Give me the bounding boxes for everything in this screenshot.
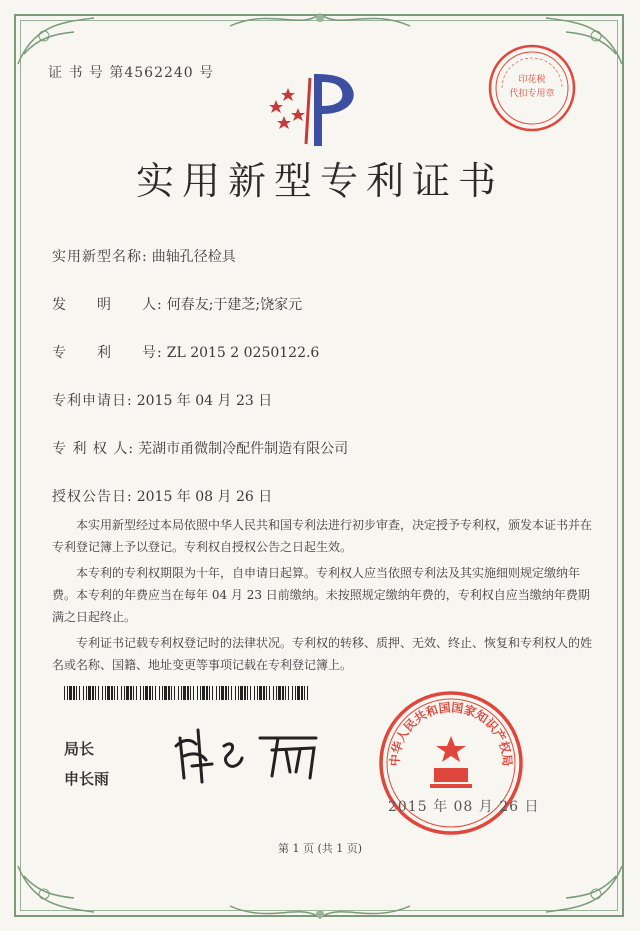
- field-patent-number: [52, 342, 319, 362]
- tax-seal-stamp: [486, 42, 578, 134]
- certificate-number: 证 书 号 第4562240 号: [48, 65, 215, 81]
- legal-text-paragraph-1: 本实用新型经过本局依照中华人民共和国专利法进行初步审查，决定授予专利权，颁发本证书并在专利登记簿上予以登记。专利权自授权公告之日起生效。: [52, 518, 593, 554]
- field-value: 芜湖市甬微制冷配件制造有限公司: [138, 441, 349, 457]
- field-value: 何春友;于建芝;饶家元: [166, 297, 303, 313]
- field-label: 专 利 权 人:: [52, 441, 135, 457]
- field-label: 实用新型名称:: [52, 249, 148, 265]
- svg-text:代扣专用章: 代扣专用章: [509, 89, 555, 99]
- field-value: 2015 年 04 月 23 日: [136, 393, 273, 409]
- svg-text:中华人民共和国国家知识产权局: 中华人民共和国国家知识产权局: [387, 700, 515, 767]
- director-name: 申长雨: [64, 770, 110, 788]
- field-value: 曲轴孔径检具: [151, 249, 236, 265]
- field-patentee: [52, 438, 348, 458]
- bottom-center-ornament: [220, 896, 420, 926]
- field-value: ZL 2015 2 0250122.6: [166, 345, 320, 361]
- field-label: 专 利 号:: [52, 345, 163, 361]
- page-footer: 第 1 页 (共 1 页): [277, 842, 363, 855]
- field-application-date: [52, 390, 272, 410]
- legal-text-paragraph-3: 专利证书记载专利权登记时的法律状况。专利权的转移、质押、无效、终止、恢复和专利权人的姓名或名称、国籍、地址变更等事项记载在专利登记簿上。: [52, 636, 593, 672]
- corner-ornament-bottom-right: [536, 856, 626, 916]
- field-inventors: [52, 294, 302, 314]
- legal-text-paragraph-2: 本专利的专利权期限为十年，自申请日起算。专利权人应当依照专利法及其实施细则规定缴纳年费。本专利的年费应当在每年 04 月 23 日前缴纳。未按照规定缴纳年费的，专利权自应当缴纳年费期满之日起终止。: [52, 566, 590, 624]
- field-value: 2015 年 08 月 26 日: [136, 489, 273, 505]
- barcode: [64, 686, 308, 700]
- svg-text:印花税: 印花税: [518, 75, 546, 85]
- director-signature: [168, 716, 328, 796]
- field-utility-model-name: [52, 246, 236, 266]
- field-label: 发 明 人:: [52, 297, 163, 313]
- corner-ornament-bottom-left: [14, 856, 104, 916]
- certificate-title: 实用新型专利证书: [135, 159, 504, 203]
- patent-office-logo-icon: [262, 70, 372, 150]
- field-label: 专利申请日:: [52, 393, 133, 409]
- director-title: 局长: [64, 740, 95, 758]
- top-center-ornament: [220, 6, 420, 36]
- field-grant-date: [52, 486, 272, 506]
- field-label: 授权公告日:: [52, 489, 133, 505]
- issue-date: 2015 年 08 月 26 日: [388, 799, 540, 815]
